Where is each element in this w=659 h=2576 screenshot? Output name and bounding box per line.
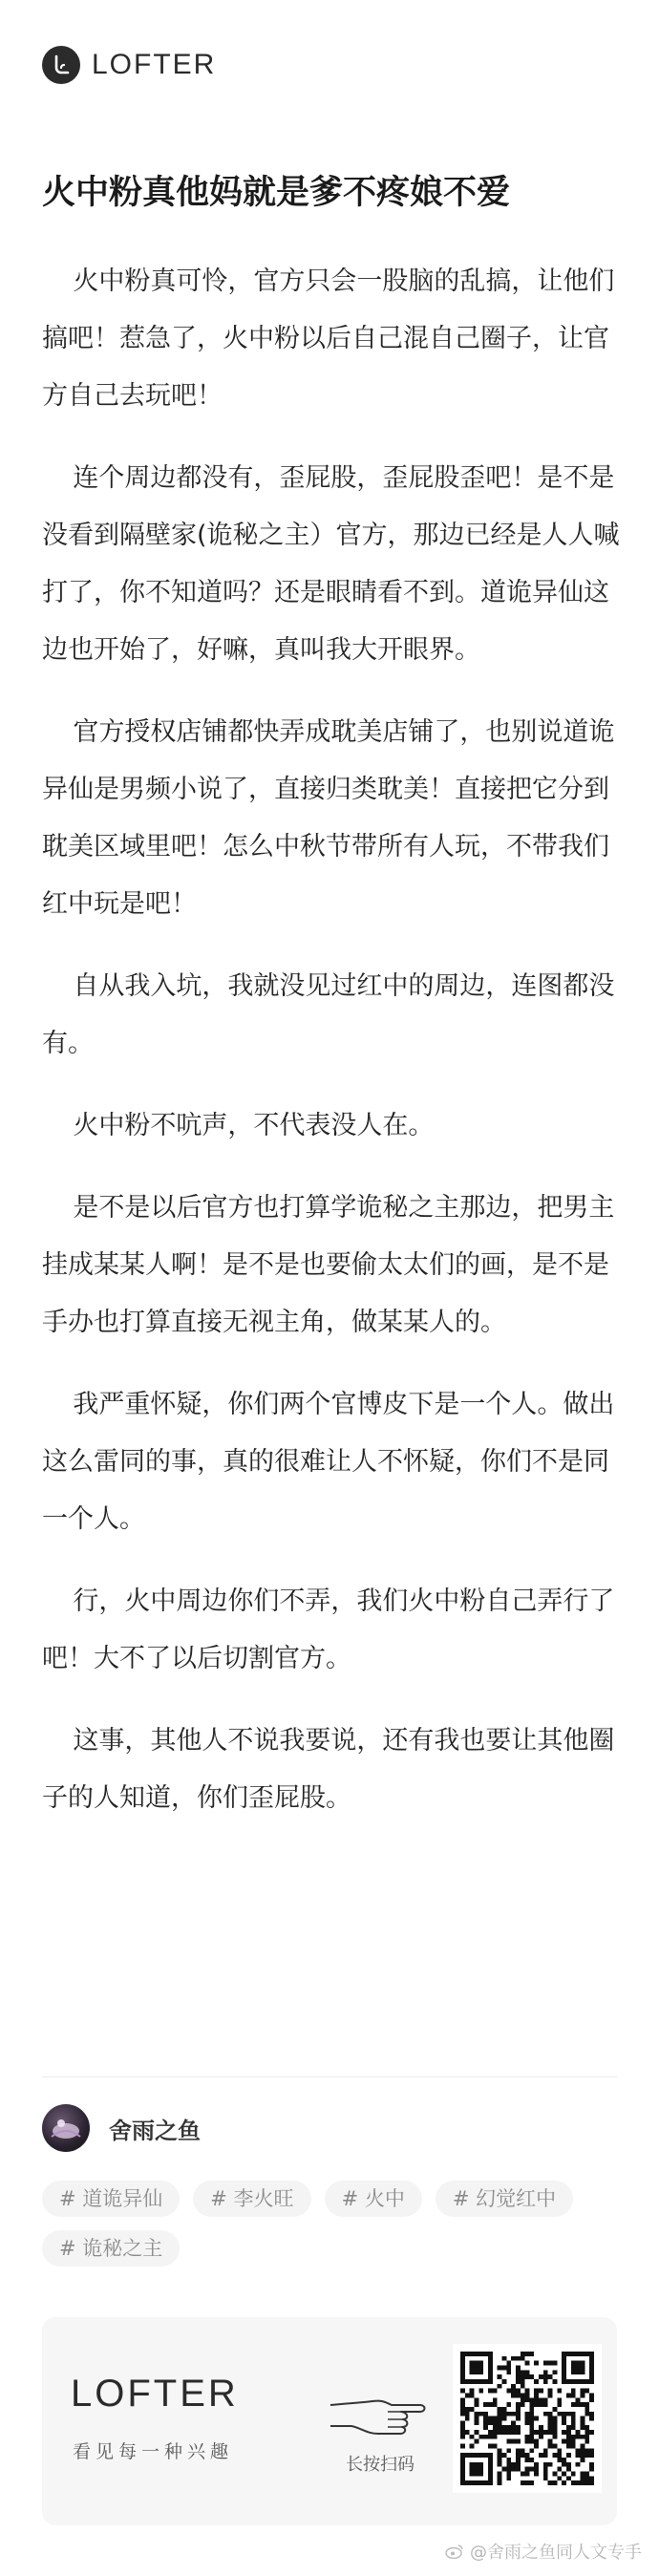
card-slogan: 看见每一种兴趣	[73, 2441, 234, 2462]
brand-name: LOFTER	[92, 49, 217, 80]
scan-label: 长按扫码	[346, 2455, 415, 2475]
share-card	[42, 2317, 617, 2525]
paragraph: 连个周边都没有，歪屁股，歪屁股歪吧！是不是没看到隔壁家(诡秘之主）官方，那边已经是人人喊打了，你不知道吗？还是眼睛看不到。道诡异仙这边也开始了，好嘛，真叫我大开眼界。	[42, 463, 620, 665]
weibo-icon	[445, 2544, 464, 2559]
tag-chip[interactable]: # 火中	[325, 2181, 422, 2217]
tag-chip[interactable]: # 道诡异仙	[42, 2181, 180, 2217]
avatar[interactable]	[42, 2104, 90, 2152]
tag-chip[interactable]: # 幻觉红中	[436, 2181, 573, 2217]
lofter-logo-icon	[42, 46, 80, 84]
author-info[interactable]	[42, 2104, 201, 2152]
post-title: 火中粉真他妈就是爹不疼娘不爱	[42, 174, 511, 212]
watermark-text: @舍雨之鱼同人文专手	[470, 2543, 642, 2563]
author-name[interactable]: 舍雨之鱼	[109, 2117, 201, 2144]
section-divider	[42, 2076, 617, 2077]
paragraph: 行，火中周边你们不弄，我们火中粉自己弄行了吧！大不了以后切割官方。	[42, 1586, 615, 1673]
post-body	[42, 253, 625, 1852]
tag-list	[42, 2181, 625, 2267]
tag-chip[interactable]: # 诡秘之主	[42, 2230, 180, 2267]
tag-chip[interactable]: # 李火旺	[193, 2181, 310, 2217]
paragraph: 我严重怀疑，你们两个官博皮下是一个人。做出这么雷同的事，真的很难让人不怀疑，你们不是同一个人。	[42, 1390, 615, 1534]
paragraph: 官方授权店铺都快弄成耽美店铺了，也别说道诡异仙是男频小说了，直接归类耽美！直接把它分到耽美区域里吧！怎么中秋节带所有人玩，不带我们红中玩是吧！	[42, 717, 615, 919]
paragraph: 这事，其他人不说我要说，还有我也要让其他圈子的人知道，你们歪屁股。	[42, 1726, 615, 1813]
paragraph: 是不是以后官方也打算学诡秘之主那边，把男主挂成某某人啊！是不是也要偷太太们的画，是不是手办也打算直接无视主角，做某某人的。	[42, 1193, 615, 1337]
pointing-hand-icon	[329, 2384, 434, 2441]
card-brand: LOFTER	[71, 2373, 239, 2415]
watermark	[445, 2539, 642, 2564]
paragraph: 自从我入坑，我就没见过红中的周边，连图都没有。	[42, 971, 615, 1058]
brand-header	[42, 46, 216, 84]
paragraph: 火中粉真可怜，官方只会一股脑的乱搞，让他们搞吧！惹急了，火中粉以后自己混自己圈子，让官方自己去玩吧！	[42, 266, 615, 411]
paragraph: 火中粉不吭声，不代表没人在。	[73, 1111, 435, 1140]
qr-code-icon[interactable]	[453, 2344, 602, 2493]
